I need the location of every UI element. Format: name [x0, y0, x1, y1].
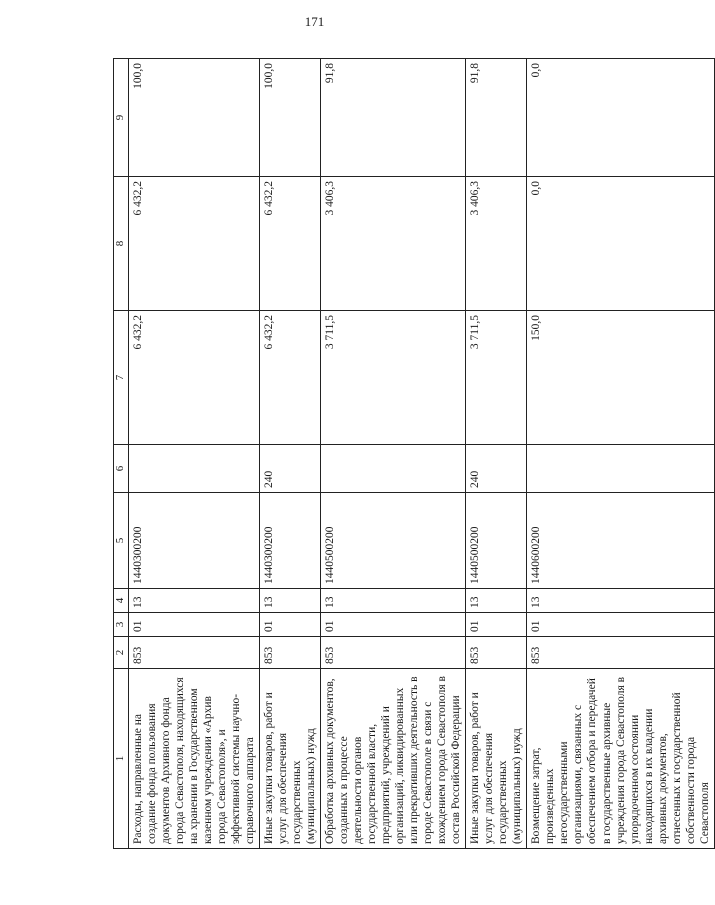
cell-executed: 6 432,2 — [129, 177, 260, 311]
cell-planned: 6 432,2 — [260, 311, 321, 445]
cell-target-article: 1440600200 — [527, 493, 714, 589]
cell-section: 01 — [321, 613, 466, 637]
cell-subsection: 13 — [321, 589, 466, 613]
header-cell: 1 — [114, 669, 129, 849]
cell-expense-type — [527, 445, 714, 493]
row-description: Возмещение затрат, произведенных негосударственными организациями, связанных с обеспечением отбора и передачей в государственные архивные учреждения города Севастополя в упорядоченном состоянии находящихся в их владении архивных документов, отнесенных к государственной собственности города Севастополя — [527, 669, 714, 849]
cell-section: 01 — [527, 613, 714, 637]
cell-planned: 3 711,5 — [466, 311, 527, 445]
row-description: Иные закупки товаров, работ и услуг для обеспечения государственных (муниципальных) нужд — [466, 669, 527, 849]
cell-executed: 0,0 — [527, 177, 714, 311]
header-cell: 7 — [114, 311, 129, 445]
row-description: Обработка архивных документов, созданных в процессе деятельности органов государственной власти, предприятий, учреждений и организаций, ликвидированных или прекративших деятельность в городе Севастополе в связи с вхождением города Севастополя в состав Российской Федерации — [321, 669, 466, 849]
page-number: 171 — [304, 14, 325, 29]
cell-section: 01 — [466, 613, 527, 637]
cell-ministry-code: 853 — [129, 637, 260, 669]
table-row — [527, 59, 714, 849]
table-row — [260, 59, 321, 849]
cell-executed: 3 406,3 — [466, 177, 527, 311]
cell-section: 01 — [129, 613, 260, 637]
cell-subsection: 13 — [466, 589, 527, 613]
budget-table — [113, 58, 715, 849]
cell-target-article: 1440500200 — [321, 493, 466, 589]
header-cell: 2 — [114, 637, 129, 669]
cell-expense-type: 240 — [466, 445, 527, 493]
header-cell: 4 — [114, 589, 129, 613]
cell-ministry-code: 853 — [321, 637, 466, 669]
cell-planned: 3 711,5 — [321, 311, 466, 445]
cell-percent: 0,0 — [527, 59, 714, 177]
cell-percent: 100,0 — [260, 59, 321, 177]
header-cell: 3 — [114, 613, 129, 637]
cell-percent: 91,8 — [321, 59, 466, 177]
header-cell: 5 — [114, 493, 129, 589]
cell-executed: 3 406,3 — [321, 177, 466, 311]
cell-ministry-code: 853 — [527, 637, 714, 669]
table-row — [321, 59, 466, 849]
cell-target-article: 1440300200 — [260, 493, 321, 589]
row-description: Расходы, направленные на создание фонда пользования документов Архивного фонда города Севастополя, находящихся на хранении в Государственном казенном учреждении «Архив города Севастополя», и эффективной системы научно-справочного аппарата — [129, 669, 260, 849]
cell-expense-type — [321, 445, 466, 493]
header-cell: 8 — [114, 177, 129, 311]
cell-expense-type — [129, 445, 260, 493]
cell-percent: 91,8 — [466, 59, 527, 177]
cell-executed: 6 432,2 — [260, 177, 321, 311]
header-cell: 6 — [114, 445, 129, 493]
cell-ministry-code: 853 — [466, 637, 527, 669]
cell-planned: 150,0 — [527, 311, 714, 445]
cell-target-article: 1440500200 — [466, 493, 527, 589]
header-cell: 9 — [114, 59, 129, 177]
cell-subsection: 13 — [260, 589, 321, 613]
table-row — [466, 59, 527, 849]
table-row — [129, 59, 260, 849]
cell-target-article: 1440300200 — [129, 493, 260, 589]
cell-expense-type: 240 — [260, 445, 321, 493]
table-header-row — [114, 59, 129, 849]
cell-ministry-code: 853 — [260, 637, 321, 669]
row-description: Иные закупки товаров, работ и услуг для обеспечения государственных (муниципальных) нужд — [260, 669, 321, 849]
cell-section: 01 — [260, 613, 321, 637]
cell-subsection: 13 — [527, 589, 714, 613]
rotated-table-container — [113, 59, 711, 849]
cell-planned: 6 432,2 — [129, 311, 260, 445]
cell-percent: 100,0 — [129, 59, 260, 177]
cell-subsection: 13 — [129, 589, 260, 613]
